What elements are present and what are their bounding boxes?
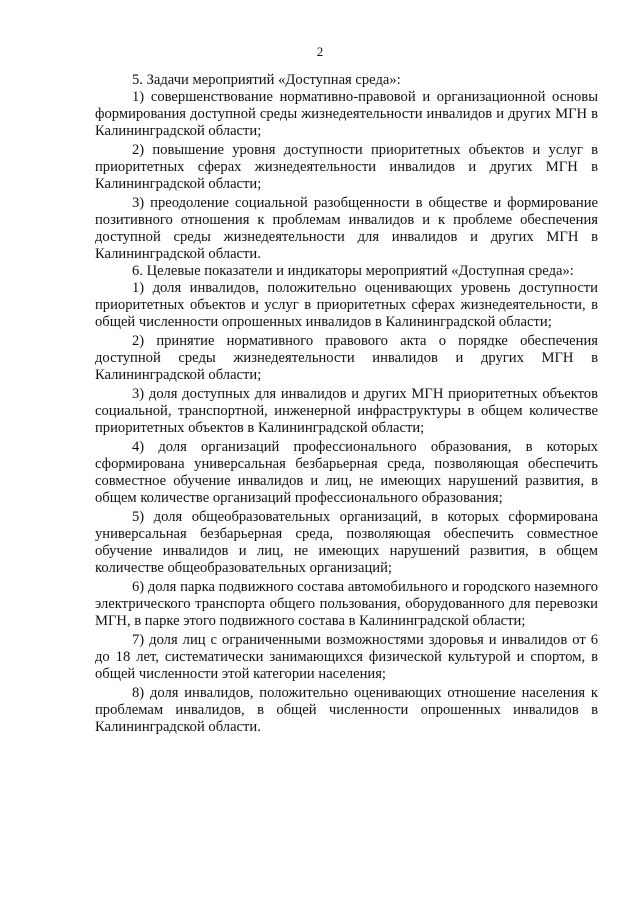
- section-5-item-3: 3) преодоление социальной разобщенности в обществе и формирование позитивного отношения к проблемам инвалидов и к проблеме обеспечения доступной среды жизнедеятельности для инвалидов и других МГН в Калининградской области.: [95, 195, 598, 262]
- section-6-item-2: 2) принятие нормативного правового акта о порядке обеспечения доступной среды жизнедеятельности инвалидов и других МГН в Калининградской области;: [95, 333, 598, 383]
- section-6-heading: 6. Целевые показатели и индикаторы мероприятий «Доступная среда»:: [132, 263, 574, 279]
- section-6-item-6: 6) доля парка подвижного состава автомобильного и городского наземного электрического транспорта общего пользования, оборудованного для перевозки МГН, в парке этого подвижного состава в Калининградской области;: [95, 579, 598, 629]
- section-6-item-1: 1) доля инвалидов, положительно оценивающих уровень доступности приоритетных объектов и услуг в приоритетных сферах жизнедеятельности, в общей численности опрошенных инвалидов в Калининградской области;: [95, 280, 598, 330]
- document-body: [95, 72, 598, 736]
- section-5-item-1: 1) совершенствование нормативно-правовой и организационной основы формирования доступной среды жизнедеятельности инвалидов и других МГН в Калининградской области;: [95, 89, 598, 139]
- section-6-item-5: 5) доля общеобразовательных организаций, в которых сформирована универсальная безбарьерная среда, позволяющая обеспечить совместное обучение инвалидов и лиц, не имеющих нарушений развития, в общем количестве общеобразовательных организаций;: [95, 509, 598, 576]
- section-6-item-4: 4) доля организаций профессионального образования, в которых сформирована универсальная безбарьерная среда, позволяющая обеспечить совместное обучение инвалидов и лиц, не имеющих нарушений развития, в общем количестве организаций профессионального образования;: [95, 439, 598, 506]
- page-number: 2: [316, 44, 324, 59]
- section-5-heading: 5. Задачи мероприятий «Доступная среда»:: [132, 72, 401, 88]
- section-6-item-8: 8) доля инвалидов, положительно оценивающих отношение населения к проблемам инвалидов, в общей численности опрошенных инвалидов в Калининградской области.: [95, 685, 598, 735]
- section-5-item-2: 2) повышение уровня доступности приоритетных объектов и услуг в приоритетных сферах жизнедеятельности инвалидов и других МГН в Калининградской области;: [95, 142, 598, 192]
- section-6-item-7: 7) доля лиц с ограниченными возможностями здоровья и инвалидов от 6 до 18 лет, систематически занимающихся физической культурой и спортом, в общей численности этой категории населения;: [95, 632, 598, 682]
- section-6-item-3: 3) доля доступных для инвалидов и других МГН приоритетных объектов социальной, транспортной, инженерной инфраструктуры в общем количестве приоритетных объектов в Калининградской области;: [95, 386, 598, 436]
